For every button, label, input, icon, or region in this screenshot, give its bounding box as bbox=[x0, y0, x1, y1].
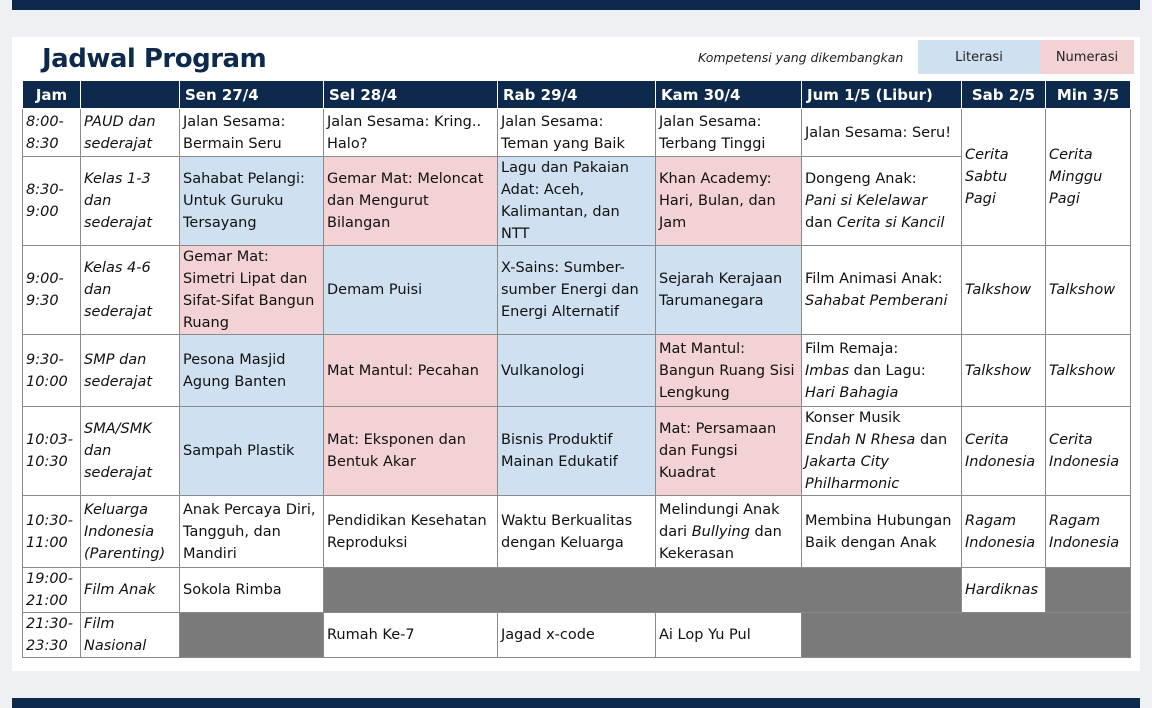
program-cell: Hardiknas bbox=[962, 568, 1046, 613]
header-sab: Sab 2/5 bbox=[962, 81, 1046, 109]
program-cell: Talkshow bbox=[1046, 246, 1131, 335]
program-text: Film Animasi Anak: bbox=[805, 271, 943, 287]
header-row bbox=[23, 81, 1131, 109]
program-cell bbox=[802, 157, 962, 246]
program-cell: Pesona Masjid Agung Banten bbox=[180, 335, 324, 407]
program-title: Pani si Kelelawar bbox=[805, 193, 928, 209]
program-cell: Jalan Sesama: Kring.. Halo? bbox=[324, 109, 498, 157]
program-cell: Sejarah Kerajaan Tarumanegara bbox=[656, 246, 802, 335]
program-title: Endah N Rhesa bbox=[805, 432, 916, 448]
program-cell: Anak Percaya Diri, Tangguh, dan Mandiri bbox=[180, 496, 324, 568]
program-cell: Gemar Mat: Simetri Lipat dan Sifat-Sifat Bangun Ruang bbox=[180, 246, 324, 335]
program-text: dan bbox=[919, 432, 948, 448]
program-cell: Ai Lop Yu Pul bbox=[656, 613, 802, 658]
time-cell: 8:00-8:30 bbox=[23, 109, 81, 157]
header-jum: Jum 1/5 (Libur) bbox=[802, 81, 962, 109]
program-cell: Vulkanologi bbox=[498, 335, 656, 407]
header-rab: Rab 29/4 bbox=[498, 81, 656, 109]
empty-slot bbox=[324, 568, 962, 613]
table-row bbox=[23, 246, 1131, 335]
empty-slot bbox=[1046, 568, 1131, 613]
bottom-banner-bar bbox=[12, 698, 1140, 708]
program-text: dan Kekerasan bbox=[659, 523, 782, 562]
program-cell: Cerita Indonesia bbox=[1046, 407, 1131, 496]
program-cell: Mat Mantul: Bangun Ruang Sisi Lengkung bbox=[656, 335, 802, 407]
table-row bbox=[23, 496, 1131, 568]
table-row bbox=[23, 613, 1131, 658]
program-cell bbox=[802, 407, 962, 496]
audience-cell: SMP dan sederajat bbox=[81, 335, 180, 407]
empty-slot bbox=[180, 613, 324, 658]
program-cell: Talkshow bbox=[962, 335, 1046, 407]
program-cell: Cerita Sabtu Pagi bbox=[962, 109, 1046, 246]
program-cell: Jalan Sesama: Seru! bbox=[802, 109, 962, 157]
program-text: dan Lagu: bbox=[853, 362, 926, 379]
program-cell: Rumah Ke-7 bbox=[324, 613, 498, 658]
program-title: Jakarta City Philharmonic bbox=[805, 454, 900, 492]
program-cell: Ragam Indonesia bbox=[962, 496, 1046, 568]
program-cell: Mat: Eksponen dan Bentuk Akar bbox=[324, 407, 498, 496]
legend-literasi: Literasi bbox=[918, 40, 1040, 74]
program-cell bbox=[656, 496, 802, 568]
header-jam: Jam bbox=[23, 81, 81, 109]
audience-cell: Kelas 1-3 dan sederajat bbox=[81, 157, 180, 246]
program-cell: Khan Academy: Hari, Bulan, dan Jam bbox=[656, 157, 802, 246]
program-cell: Cerita Indonesia bbox=[962, 407, 1046, 496]
program-cell: Sokola Rimba bbox=[180, 568, 324, 613]
program-cell: Talkshow bbox=[1046, 335, 1131, 407]
audience-cell: Film Anak bbox=[81, 568, 180, 613]
program-text: Melindungi Anak dari bbox=[659, 501, 780, 540]
top-banner-bar bbox=[12, 0, 1140, 10]
table-row bbox=[23, 109, 1131, 157]
audience-cell: PAUD dan sederajat bbox=[81, 109, 180, 157]
program-cell: Mat Mantul: Pecahan bbox=[324, 335, 498, 407]
audience-cell: Keluarga Indonesia (Parenting) bbox=[81, 496, 180, 568]
legend-numerasi: Numerasi bbox=[1040, 40, 1134, 74]
time-cell: 10:30-11:00 bbox=[23, 496, 81, 568]
time-cell: 9:00-9:30 bbox=[23, 246, 81, 335]
table-row bbox=[23, 568, 1131, 613]
program-text: Dongeng Anak: bbox=[805, 171, 917, 187]
program-cell: Talkshow bbox=[962, 246, 1046, 335]
program-title: Imbas bbox=[805, 362, 850, 379]
audience-cell: Film Nasional bbox=[81, 613, 180, 658]
program-cell: Jalan Sesama: Bermain Seru bbox=[180, 109, 324, 157]
program-cell: Mat: Persamaan dan Fungsi Kuadrat bbox=[656, 407, 802, 496]
program-cell: Sahabat Pelangi: Untuk Guruku Tersayang bbox=[180, 157, 324, 246]
header-kam: Kam 30/4 bbox=[656, 81, 802, 109]
program-title: Sahabat Pemberani bbox=[805, 293, 948, 309]
audience-cell: Kelas 4-6 dan sederajat bbox=[81, 246, 180, 335]
empty-slot bbox=[802, 613, 1131, 658]
program-cell: Pendidikan Kesehatan Reproduksi bbox=[324, 496, 498, 568]
program-cell bbox=[802, 335, 962, 407]
time-cell: 21:30-23:30 bbox=[23, 613, 81, 658]
program-text: Konser Musik bbox=[805, 410, 901, 426]
program-cell: Sampah Plastik bbox=[180, 407, 324, 496]
program-title: Bullying bbox=[691, 523, 750, 540]
time-cell: 9:30-10:00 bbox=[23, 335, 81, 407]
program-title: Cerita si Kancil bbox=[836, 215, 945, 231]
audience-cell: SMA/SMK dan sederajat bbox=[81, 407, 180, 496]
program-cell: Ragam Indonesia bbox=[1046, 496, 1131, 568]
header-sen: Sen 27/4 bbox=[180, 81, 324, 109]
program-title: Hari Bahagia bbox=[805, 384, 899, 401]
program-cell: Waktu Berkualitas dengan Keluarga bbox=[498, 496, 656, 568]
program-cell: Demam Puisi bbox=[324, 246, 498, 335]
page-title: Jadwal Program bbox=[42, 44, 267, 74]
program-text: dan bbox=[805, 215, 833, 231]
program-cell: Jalan Sesama: Terbang Tinggi bbox=[656, 109, 802, 157]
program-cell: Lagu dan Pakaian Adat: Aceh, Kalimantan, dan NTT bbox=[498, 157, 656, 246]
header-audience bbox=[81, 81, 180, 109]
header-sel: Sel 28/4 bbox=[324, 81, 498, 109]
table-row bbox=[23, 407, 1131, 496]
program-cell: Membina Hubungan Baik dengan Anak bbox=[802, 496, 962, 568]
legend-caption: Kompetensi yang dikembangkan bbox=[698, 50, 904, 65]
program-text: Film Remaja: bbox=[805, 340, 899, 357]
program-cell: X-Sains: Sumber-sumber Energi dan Energi Alternatif bbox=[498, 246, 656, 335]
time-cell: 19:00-21:00 bbox=[23, 568, 81, 613]
time-cell: 10:03-10:30 bbox=[23, 407, 81, 496]
schedule-table bbox=[22, 80, 1131, 658]
program-cell bbox=[802, 246, 962, 335]
program-cell: Gemar Mat: Meloncat dan Mengurut Bilangan bbox=[324, 157, 498, 246]
time-cell: 8:30-9:00 bbox=[23, 157, 81, 246]
program-cell: Jagad x-code bbox=[498, 613, 656, 658]
table-row bbox=[23, 335, 1131, 407]
program-cell: Jalan Sesama: Teman yang Baik bbox=[498, 109, 656, 157]
program-cell: Cerita Minggu Pagi bbox=[1046, 109, 1131, 246]
program-cell: Bisnis Produktif Mainan Edukatif bbox=[498, 407, 656, 496]
header-min: Min 3/5 bbox=[1046, 81, 1131, 109]
